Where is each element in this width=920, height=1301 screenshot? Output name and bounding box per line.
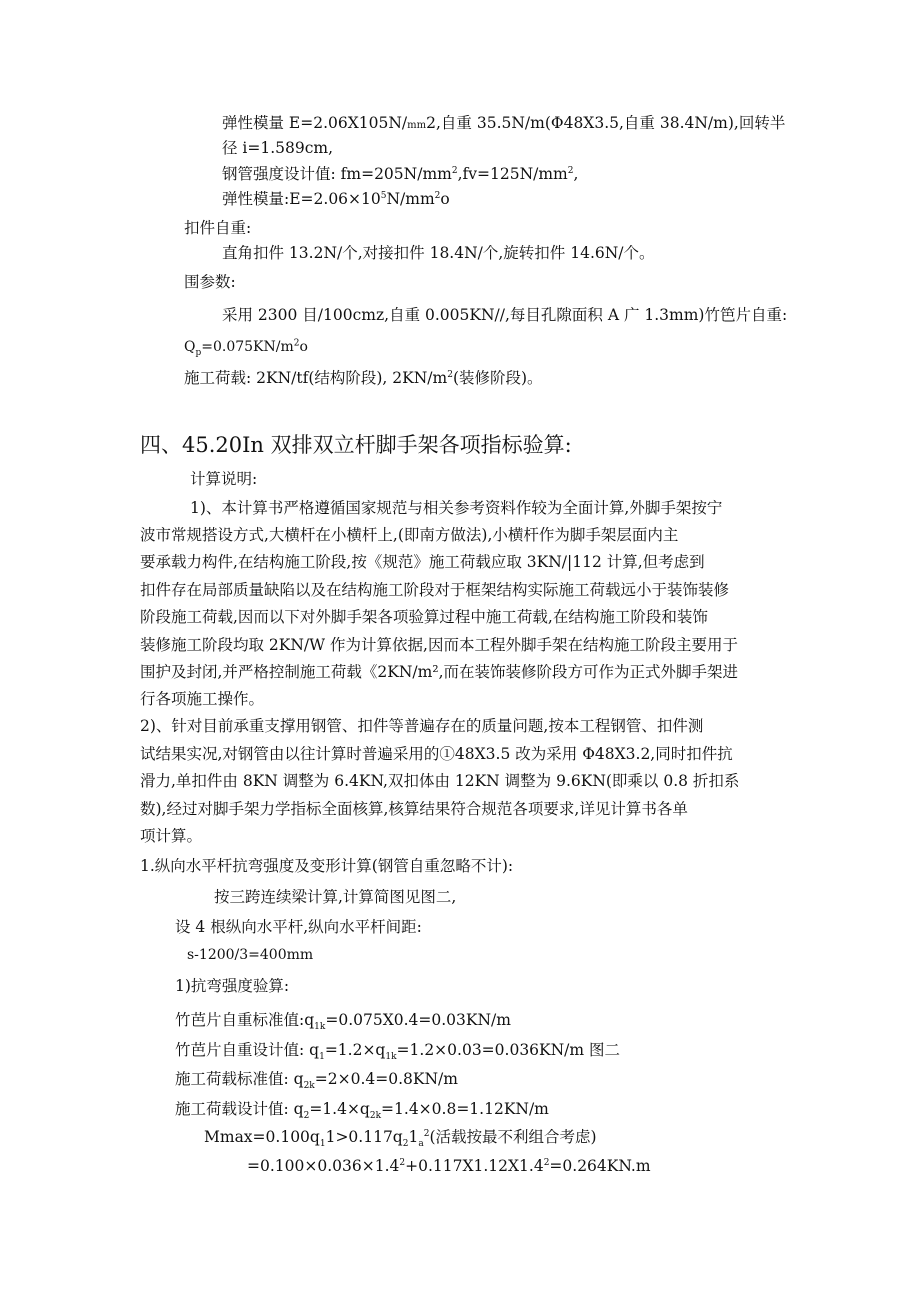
para1-line: 围护及封闭,并严格控制施工荷载《2KN/m²,而在装饰装修阶段方可作为正式外脚手架进: [140, 663, 738, 681]
item1-spacing: s-1200/3=400mm: [187, 947, 314, 963]
formula-line: 竹芭片自重设计值: $q_1=1.2\times q_{1k}=1.2\times 0.03=0.036KN/m$ 图二: [175, 1041, 621, 1063]
formula-line: 施工荷载标准值: $q_{2k}=2\times 0.4=0.8KN/m$: [175, 1070, 458, 1092]
section-heading: 四、45.20In 双排双立杆脚手架各项指标验算:: [140, 433, 572, 457]
para1-line: 扣件存在局部质量缺陷以及在结构施工阶段对于框架结构实际施工荷载远小于装饰装修: [140, 581, 730, 599]
para1-line: 装修施工阶段均取 2KN/W 作为计算依据,因而本工程外脚手架在结构施工阶段主要用于: [140, 636, 738, 654]
net-title: 围参数:: [184, 273, 236, 291]
para1-line: 1)、本计算书严格遵循国家规范与相关参考资料作较为全面计算,外脚手架按宁: [190, 499, 723, 517]
construction-load-line: 施工荷载: 2KN/tf(结构阶段), $2KN/m^2$(装修阶段)。: [184, 369, 543, 387]
item1-sub1: 1)抗弯强度验算:: [175, 977, 290, 995]
para2-line: 数),经过对脚手架力学指标全面核算,核算结果符合规范各项要求,详见计算书各单: [140, 800, 688, 818]
para1-line: 阶段施工荷载,因而以下对外脚手架各项验算过程中施工荷载,在结构施工阶段和装饰: [140, 608, 708, 626]
formula-line: 施工荷载设计值: $q_2=1.4\times q_{2k}=1.4\times 0.8=1.12KN/m$: [175, 1100, 549, 1122]
para2-line: 项计算。: [140, 827, 203, 845]
modulus-line: 弹性模量 E=2.06X105N/mm2,自重 35.5N/m(Φ48X3.5,自重 38.4N/m),回转半: [222, 114, 786, 132]
para2-line: 试结果实况,对钢管由以往计算时普遍采用的①48X3.5 改为采用 Φ48X3.2,同时扣件抗: [140, 745, 733, 763]
modulus-line-2: 弹性模量$:E=2.06\times 10^5N/mm^2o$: [222, 190, 450, 208]
item1-method: 按三跨连续梁计算,计算简图见图二,: [214, 888, 457, 906]
net-line: 采用 2300 目/100cmz,自重 0.005KN//,每目孔隙面积 A 广 1.3mm)竹笆片自重:: [222, 306, 788, 324]
fastener-line: 直角扣件 13.2N/个,对接扣件 18.4N/个,旋转扣件 14.6N/个。: [222, 244, 655, 262]
moment-line: $Mmax=0.100q_11>0.117q_21_a^2$(活载按最不利组合考虑): [204, 1128, 597, 1150]
qp-line: $Q_p=0.075KN/m^2o$: [184, 338, 308, 358]
radius-line: 径 i=1.589cm,: [222, 139, 334, 157]
moment-result-line: $=0.100\times 0.036\times 1.4^2+0.117X1.12X1.4^2=0.264KN.m$: [247, 1157, 651, 1175]
calc-note-title: 计算说明:: [190, 470, 258, 488]
fastener-title: 扣件自重:: [184, 219, 252, 237]
item1-title: 1.纵向水平杆抗弯强度及变形计算(钢管自重忽略不计):: [140, 857, 514, 875]
para1-line: 要承载力构件,在结构施工阶段,按《规范》施工荷载应取 3KN/|112 计算,但考虑到: [140, 553, 705, 571]
strength-line: 钢管强度设计值: $fm=205N/mm^2,fv=125N/mm^2$,: [222, 165, 579, 183]
item1-setup: 设 4 根纵向水平杆,纵向水平杆间距:: [175, 918, 422, 936]
formula-line: 竹芭片自重标准值$:q_{1k}=0.075X0.4=0.03KN/m$: [175, 1011, 511, 1033]
para2-line: 2)、针对目前承重支撑用钢管、扣件等普遍存在的质量问题,按本工程钢管、扣件测: [140, 717, 704, 735]
para2-line: 滑力,单扣件由 8KN 调整为 6.4KN,双扣体由 12KN 调整为 9.6KN(即乘以 0.8 折扣系: [140, 772, 740, 790]
para1-line: 行各项施工操作。: [140, 690, 265, 708]
para1-line: 波市常规搭设方式,大横杆在小横杆上,(即南方做法),小横杆作为脚手架层面内主: [140, 526, 679, 544]
